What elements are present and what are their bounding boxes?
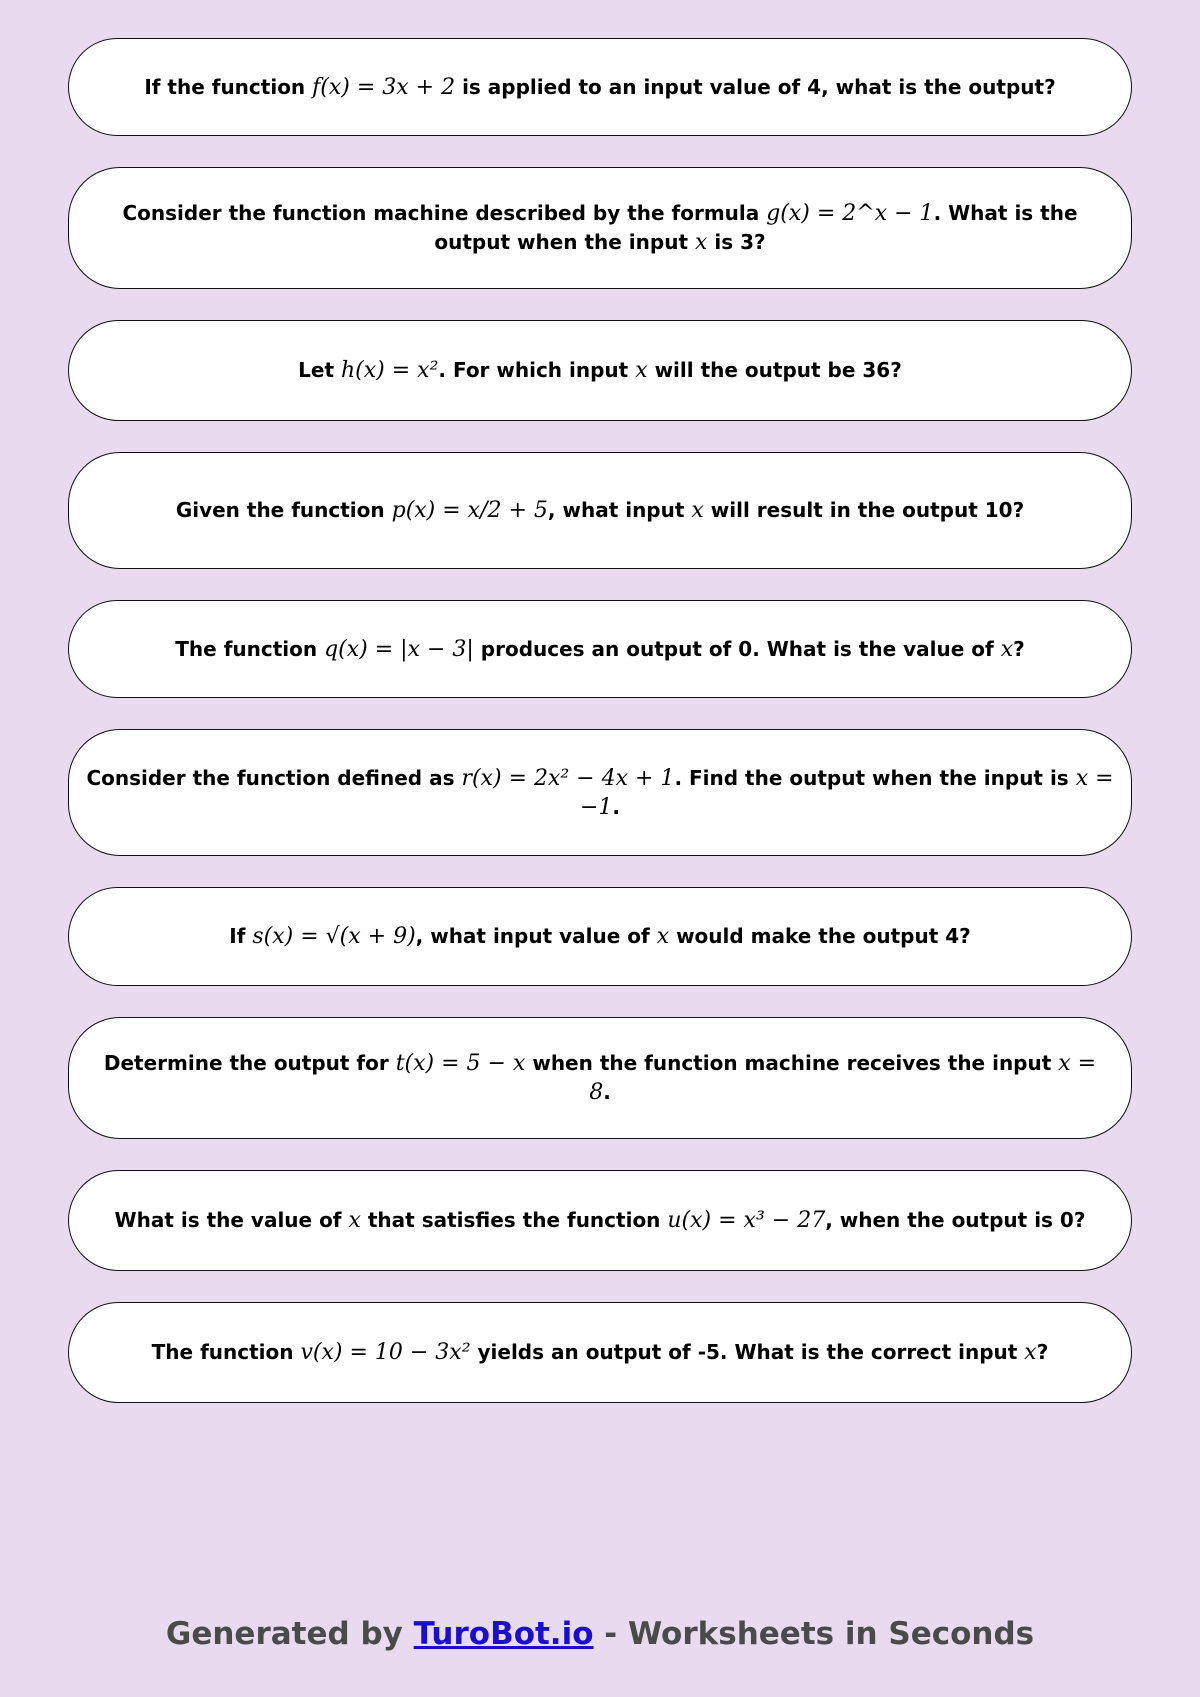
question-text bbox=[175, 635, 1024, 664]
question-text-part: yields an output of -5. What is the correct input bbox=[470, 1340, 1025, 1364]
question-text-part: would make the output 4? bbox=[669, 924, 971, 948]
question-text-part: Let bbox=[298, 358, 342, 382]
question-text-part: If the function bbox=[144, 74, 313, 99]
question-text-part: . bbox=[612, 794, 621, 819]
math-variable: x bbox=[1024, 1340, 1037, 1365]
math-expression: s(x) = √(x + 9) bbox=[252, 924, 416, 949]
footer-credit bbox=[0, 1616, 1200, 1652]
question-text-part: . bbox=[603, 1080, 611, 1104]
question-card-3 bbox=[68, 320, 1132, 421]
turobot-link[interactable]: TuroBot.io bbox=[413, 1616, 594, 1652]
question-text-part: If bbox=[229, 924, 253, 948]
math-expression: h(x) = x² bbox=[341, 358, 439, 383]
question-list bbox=[68, 38, 1132, 1434]
question-card-2 bbox=[68, 167, 1132, 289]
question-text-part: Determine the output for bbox=[103, 1051, 396, 1075]
math-variable: x bbox=[656, 924, 670, 949]
question-text-part: The function bbox=[151, 1340, 301, 1364]
math-expression-2: x = −1 bbox=[579, 765, 1114, 820]
question-text-part: . Find the output when the input is bbox=[674, 765, 1076, 790]
question-text bbox=[229, 922, 971, 951]
question-text bbox=[144, 73, 1055, 102]
math-expression: f(x) = 3x + 2 bbox=[312, 74, 456, 100]
footer-prefix: Generated by bbox=[165, 1616, 414, 1652]
math-expression-2: x = 8 bbox=[589, 1051, 1097, 1105]
question-text-part: will the output be 36? bbox=[647, 358, 902, 382]
question-card-5 bbox=[68, 600, 1132, 698]
question-card-9 bbox=[68, 1170, 1132, 1271]
question-text bbox=[109, 199, 1091, 257]
question-card-8 bbox=[68, 1017, 1132, 1139]
math-variable: x bbox=[691, 498, 704, 523]
footer-suffix: - Worksheets in Seconds bbox=[593, 1616, 1035, 1652]
math-expression: t(x) = 5 − x bbox=[395, 1051, 526, 1076]
question-text-part: . For which input bbox=[438, 358, 636, 382]
question-text-part: ? bbox=[1013, 636, 1025, 661]
question-text-part: What is the value of bbox=[114, 1208, 349, 1232]
question-text bbox=[115, 1206, 1086, 1235]
question-text bbox=[152, 1338, 1049, 1367]
question-text-part: produces an output of 0. What is the value of bbox=[473, 636, 1001, 661]
math-variable: x bbox=[635, 358, 648, 383]
question-text-part: is applied to an input value of 4, what is the output? bbox=[455, 74, 1056, 99]
question-card-10 bbox=[68, 1302, 1132, 1403]
question-text-part: , what input value of bbox=[415, 924, 657, 948]
question-text-part: Given the function bbox=[175, 498, 392, 522]
math-variable: x bbox=[1000, 636, 1014, 662]
question-text-part: that satisfies the function bbox=[360, 1208, 668, 1232]
question-text-part: ? bbox=[1036, 1340, 1049, 1364]
question-text-part: , when the output is 0? bbox=[825, 1208, 1086, 1232]
math-expression: p(x) = x/2 + 5 bbox=[391, 498, 548, 523]
question-text bbox=[97, 1049, 1103, 1107]
math-expression: u(x) = x³ − 27 bbox=[667, 1208, 826, 1233]
question-card-6 bbox=[68, 729, 1132, 856]
math-expression: g(x) = 2^x − 1 bbox=[766, 201, 934, 226]
question-text bbox=[83, 764, 1117, 822]
question-text-part: when the function machine receives the input bbox=[525, 1051, 1059, 1075]
question-text-part: will result in the output 10? bbox=[703, 498, 1025, 522]
question-text bbox=[298, 356, 902, 385]
question-text-part: The function bbox=[175, 636, 325, 661]
math-variable: x bbox=[348, 1208, 361, 1233]
question-card-1 bbox=[68, 38, 1132, 136]
math-expression: q(x) = |x − 3| bbox=[324, 636, 474, 662]
question-card-4 bbox=[68, 452, 1132, 569]
math-expression: r(x) = 2x² − 4x + 1 bbox=[461, 765, 675, 791]
question-card-7 bbox=[68, 887, 1132, 986]
question-text-part: Consider the function defined as bbox=[86, 765, 462, 790]
question-text-part: is 3? bbox=[707, 230, 766, 254]
question-text bbox=[176, 496, 1024, 525]
question-text-part: Consider the function machine described by the formula bbox=[122, 201, 767, 225]
question-text-part: , what input bbox=[547, 498, 692, 522]
question-text-part: . What is the output when the input bbox=[434, 201, 1078, 254]
math-expression: v(x) = 10 − 3x² bbox=[300, 1340, 471, 1365]
math-variable: x bbox=[694, 230, 708, 255]
